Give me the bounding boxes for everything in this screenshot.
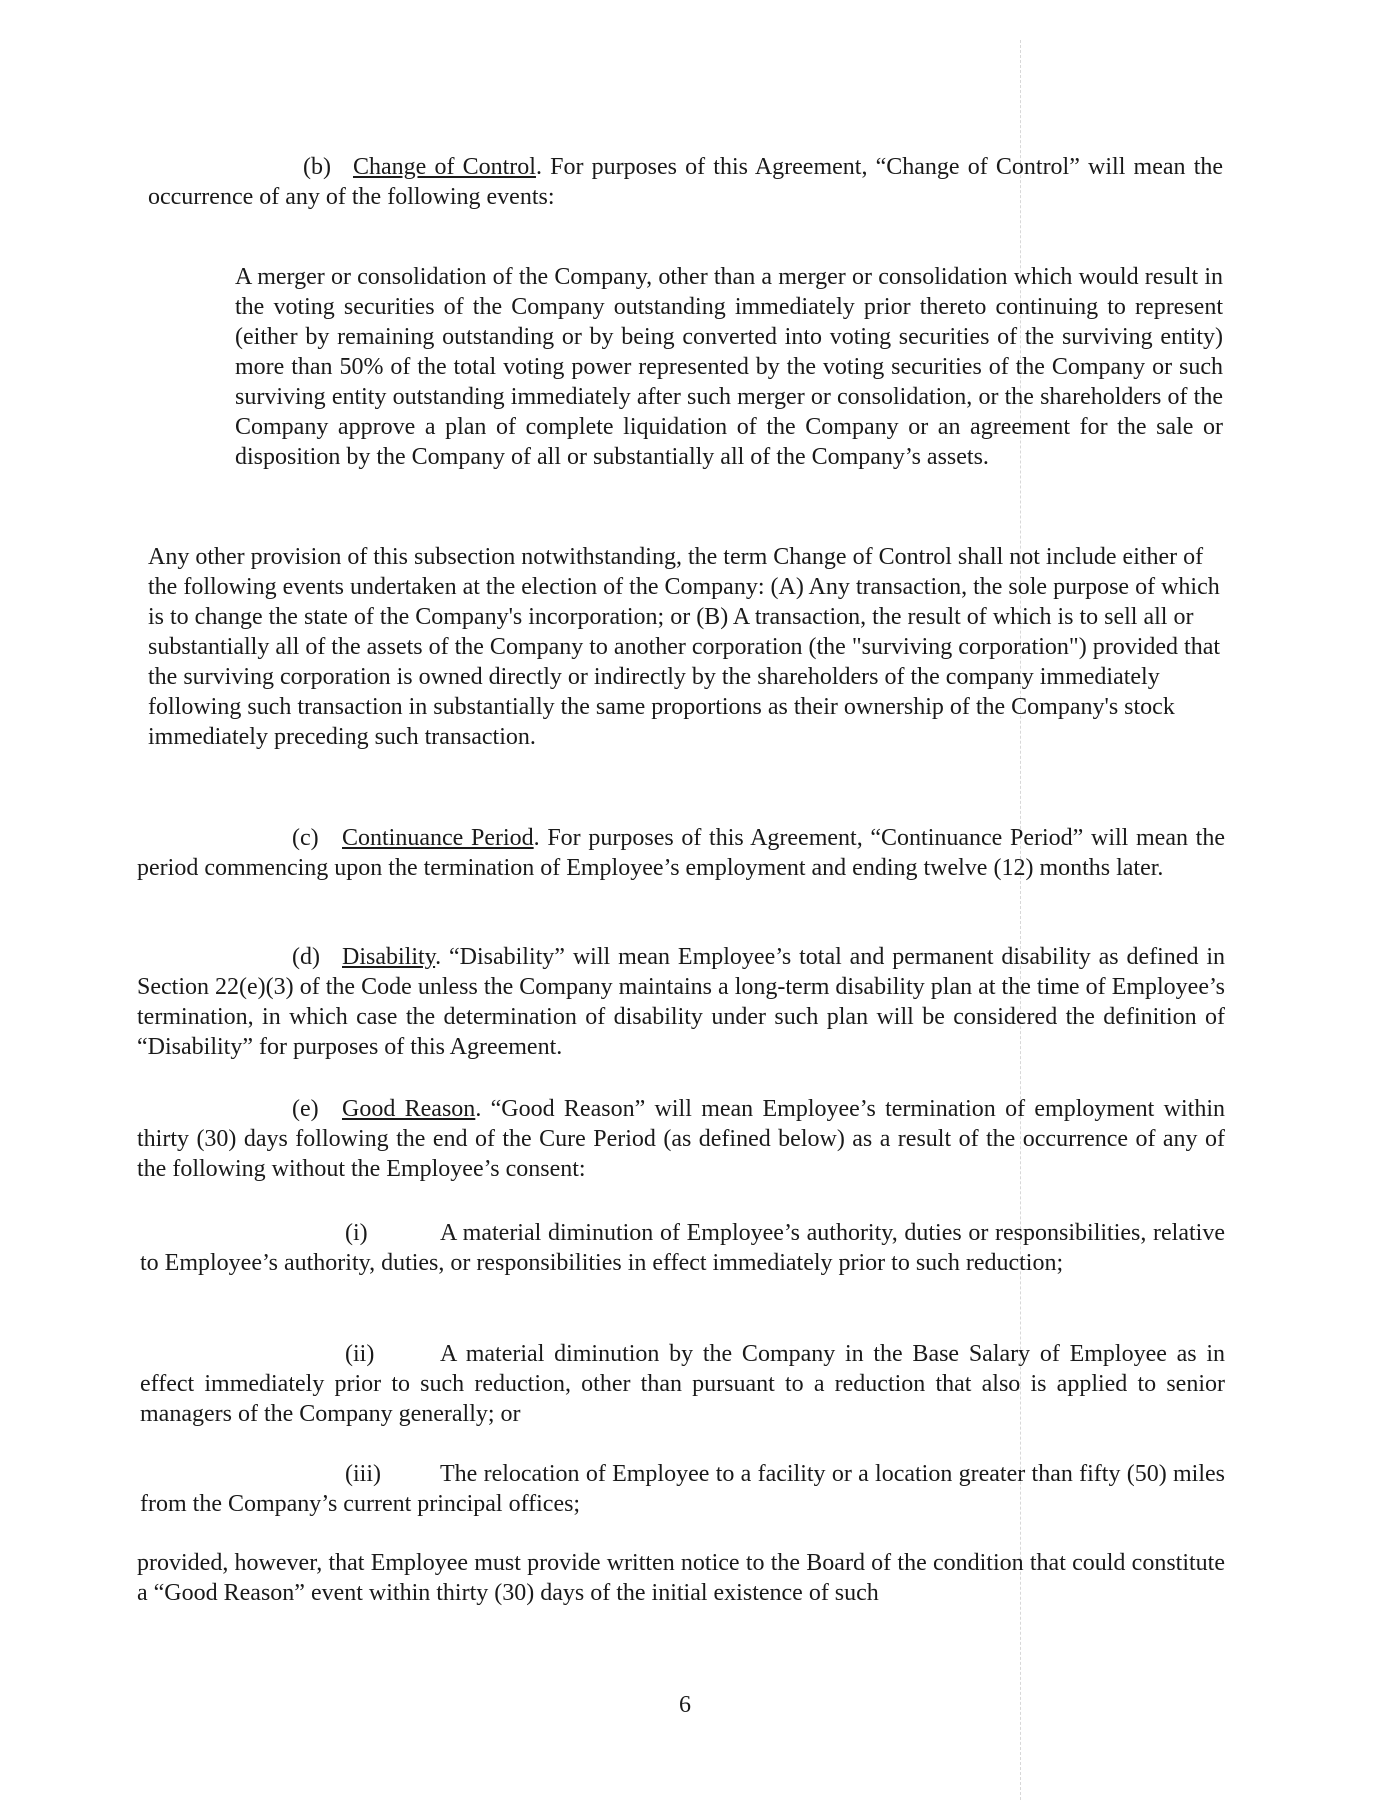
section-e-item-iii	[140, 1459, 1225, 1519]
section-d-text: . “Disability” will mean Employee’s total and permanent disability as defined in Section 22(e)(3) of the Code unless the Company maintains a long-term disability plan at the time of Employee’s termination, in which case the determination of disability under such plan will be considered the definition of “Disability” for purposes of this Agreement.	[137, 944, 1225, 1060]
section-e-item-iii-text: The relocation of Employee to a facility or a location greater than fifty (50) miles from the Company’s current principal offices;	[140, 1461, 1225, 1517]
section-c-heading: Continuance Period	[342, 825, 534, 851]
section-b-quote-text: A merger or consolidation of the Company, other than a merger or consolidation which would result in the voting securities of the Company outstanding immediately prior thereto continuing to represent (either by remaining outstanding or by being converted into voting securities of the surviving entity) more than 50% of the total voting power represented by the voting securities of the Company or such surviving entity outstanding immediately after such merger or consolidation, or the shareholders of the Company approve a plan of complete liquidation of the Company or an agreement for the sale or disposition by the Company of all or substantially all of the Company’s assets.	[235, 264, 1223, 470]
section-b-quote	[235, 262, 1223, 472]
section-e-proviso-text: provided, however, that Employee must provide written notice to the Board of the condition that could constitute a “Good Reason” event within thirty (30) days of the initial existence of such	[137, 1550, 1225, 1606]
section-c-paragraph	[137, 823, 1225, 883]
section-b-text: . For purposes of this Agreement, “Change of Control” will mean the occurrence of any of the following events:	[148, 154, 1224, 210]
page-number: 6	[679, 1692, 691, 1718]
section-e-proviso	[137, 1548, 1225, 1608]
section-e-item-ii	[140, 1339, 1225, 1429]
section-c-text: . For purposes of this Agreement, “Continuance Period” will mean the period commencing upon the termination of Employee’s employment and ending twelve (12) months later.	[137, 825, 1225, 881]
section-e-item-i-text: A material diminution of Employee’s authority, duties or responsibilities, relative to Employee’s authority, duties, or responsibilities in effect immediately prior to such reduction;	[140, 1220, 1225, 1276]
section-e-label: (e)	[292, 1096, 319, 1122]
section-e-heading: Good Reason	[342, 1096, 476, 1122]
section-e-item-iii-label: (iii)	[345, 1461, 381, 1487]
section-e-text: . “Good Reason” will mean Employee’s termination of employment within thirty (30) days following the end of the Cure Period (as defined below) as a result of the occurrence of any of the following without the Employee’s consent:	[137, 1096, 1226, 1182]
section-d-paragraph	[137, 942, 1225, 1062]
section-e-item-ii-label: (ii)	[345, 1341, 375, 1367]
section-c-label: (c)	[292, 825, 319, 851]
section-b-exclusion-text: Any other provision of this subsection notwithstanding, the term Change of Control shall not include either of the following events undertaken at the election of the Company: (A) Any transaction, the sole purpose of which is to change the state of the Company's incorporation; or (B) A transaction, the result of which is to sell all or substantially all of the assets of the Company to another corporation (the "surviving corporation") provided that the surviving corporation is owned directly or indirectly by the shareholders of the company immediately following such transaction in substantially the same proportions as their ownership of the Company's stock immediately preceding such transaction.	[148, 544, 1221, 750]
section-e-paragraph	[137, 1094, 1225, 1184]
section-b-paragraph	[148, 152, 1223, 212]
section-d-label: (d)	[292, 944, 320, 970]
section-d-heading: Disability	[342, 944, 436, 970]
section-b-exclusion	[148, 542, 1226, 752]
section-e-item-i-label: (i)	[345, 1220, 368, 1246]
section-b-label: (b)	[303, 154, 331, 180]
section-e-item-i	[140, 1218, 1225, 1278]
section-e-item-ii-text: A material diminution by the Company in the Base Salary of Employee as in effect immediately prior to such reduction, other than pursuant to a reduction that also is applied to senior managers of the Company generally; or	[140, 1341, 1225, 1427]
section-b-heading: Change of Control	[353, 154, 536, 180]
